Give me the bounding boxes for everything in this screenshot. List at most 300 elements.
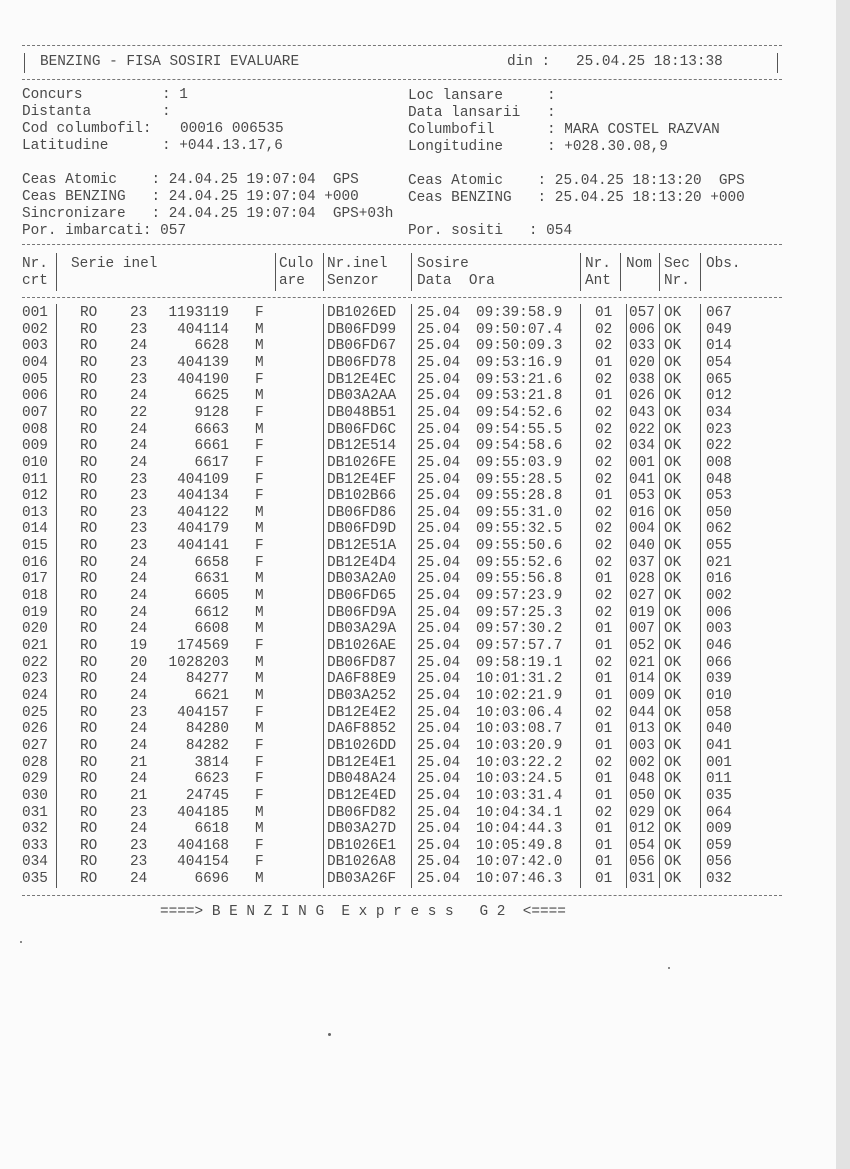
cell-senzor: DB1026A8 xyxy=(327,854,397,871)
cell-ora: 09:57:25.3 xyxy=(476,604,563,621)
cell-obs: 021 xyxy=(706,554,732,571)
cell-senzor: DB12E4E2 xyxy=(327,704,397,721)
cell-sex: M xyxy=(255,504,264,521)
cell-sex: F xyxy=(255,404,264,421)
cell-nom: 027 xyxy=(629,588,655,605)
cell-an: 24 xyxy=(130,438,148,455)
col-sec-line2: Nr. xyxy=(664,273,690,289)
cell-obs: 032 xyxy=(706,871,732,888)
table-row xyxy=(0,538,850,555)
col-sec-line1: Sec xyxy=(664,256,690,272)
cell-nr: 027 xyxy=(22,737,48,754)
cell-tara: RO xyxy=(80,338,98,355)
cell-nom: 001 xyxy=(629,454,655,471)
cell-sec: OK xyxy=(664,521,682,538)
cell-inel: 6661 xyxy=(194,438,229,455)
cell-sec: OK xyxy=(664,837,682,854)
distanta-label: Distanta xyxy=(22,104,92,120)
cell-nr: 032 xyxy=(22,821,48,838)
cell-nr: 021 xyxy=(22,638,48,654)
cell-tara: RO xyxy=(80,588,98,605)
cell-sex: F xyxy=(255,538,264,555)
cell-an: 21 xyxy=(130,754,148,771)
cell-nr: 009 xyxy=(22,438,48,455)
report-date-label: din : xyxy=(507,54,551,70)
cell-an: 23 xyxy=(130,854,148,871)
cell-data: 25.04 xyxy=(417,471,461,488)
cell-ant: 02 xyxy=(595,321,613,338)
col-nrinel-line1: Nr.inel xyxy=(327,256,388,272)
cell-inel: 174569 xyxy=(177,638,229,654)
cell-sec: OK xyxy=(664,687,682,704)
cell-sec: OK xyxy=(664,804,682,821)
cell-obs: 050 xyxy=(706,504,732,521)
cell-obs: 035 xyxy=(706,787,732,804)
cell-inel: 6663 xyxy=(194,421,229,438)
distanta-value: : xyxy=(162,104,171,120)
table-row xyxy=(0,555,850,572)
cell-data: 25.04 xyxy=(417,654,461,671)
table-row xyxy=(0,438,850,455)
cell-sec: OK xyxy=(664,871,682,888)
cell-ant: 01 xyxy=(595,621,613,638)
cell-an: 24 xyxy=(130,421,148,438)
cell-inel: 6605 xyxy=(194,588,229,605)
cell-sec: OK xyxy=(664,604,682,621)
cell-senzor: DB03A2AA xyxy=(327,388,397,405)
cell-inel: 6631 xyxy=(194,571,229,588)
table-row xyxy=(0,305,850,322)
cell-obs: 023 xyxy=(706,421,732,438)
cell-nr: 033 xyxy=(22,837,48,854)
cell-tara: RO xyxy=(80,854,98,871)
cell-obs: 006 xyxy=(706,604,732,621)
cell-ora: 09:54:58.6 xyxy=(476,438,563,455)
col-culoare-line2: are xyxy=(279,273,305,289)
cell-data: 25.04 xyxy=(417,371,461,388)
cell-sec: OK xyxy=(664,554,682,571)
cell-data: 25.04 xyxy=(417,804,461,821)
cell-ant: 01 xyxy=(595,854,613,871)
cell-nom: 031 xyxy=(629,871,655,888)
cell-ora: 09:55:28.8 xyxy=(476,488,563,505)
cell-nom: 044 xyxy=(629,704,655,721)
cell-ant: 01 xyxy=(595,687,613,704)
cell-ora: 10:05:49.8 xyxy=(476,837,563,854)
table-top-rule xyxy=(22,244,782,245)
cell-nom: 050 xyxy=(629,787,655,804)
cell-obs: 056 xyxy=(706,854,732,871)
cell-sec: OK xyxy=(664,404,682,421)
cell-nr: 011 xyxy=(22,471,48,488)
cell-obs: 011 xyxy=(706,771,732,788)
cell-senzor: DB06FD67 xyxy=(327,338,397,355)
table-row xyxy=(0,355,850,372)
cell-ora: 09:50:07.4 xyxy=(476,321,563,338)
cell-tara: RO xyxy=(80,538,98,555)
cell-senzor: DB12E51A xyxy=(327,538,397,555)
cell-sec: OK xyxy=(664,571,682,588)
cell-sec: OK xyxy=(664,371,682,388)
cell-ora: 09:53:16.9 xyxy=(476,354,563,371)
cell-nr: 008 xyxy=(22,421,48,438)
cell-ant: 01 xyxy=(595,388,613,405)
cell-tara: RO xyxy=(80,821,98,838)
cell-senzor: DB06FD99 xyxy=(327,321,397,338)
cell-senzor: DB12E514 xyxy=(327,438,397,455)
table-row xyxy=(0,755,850,772)
cell-ora: 09:55:32.5 xyxy=(476,521,563,538)
cell-data: 25.04 xyxy=(417,454,461,471)
latitudine-value: : +044.13.17,6 xyxy=(162,138,283,154)
cell-inel: 404154 xyxy=(177,854,229,871)
cell-sex: M xyxy=(255,604,264,621)
cell-an: 23 xyxy=(130,305,148,321)
cell-obs: 001 xyxy=(706,754,732,771)
cell-ora: 09:57:57.7 xyxy=(476,638,563,654)
cell-senzor: DB06FD86 xyxy=(327,504,397,521)
cell-data: 25.04 xyxy=(417,704,461,721)
cell-nom: 043 xyxy=(629,404,655,421)
cell-senzor: DB1026FE xyxy=(327,454,397,471)
cell-ant: 02 xyxy=(595,588,613,605)
cell-sex: F xyxy=(255,371,264,388)
cell-nr: 035 xyxy=(22,871,48,888)
col-nrinel-line2: Senzor xyxy=(327,273,379,289)
cell-inel: 6696 xyxy=(194,871,229,888)
cell-data: 25.04 xyxy=(417,521,461,538)
table-row xyxy=(0,472,850,489)
cell-data: 25.04 xyxy=(417,504,461,521)
cell-ora: 09:55:28.5 xyxy=(476,471,563,488)
cell-inel: 404185 xyxy=(177,804,229,821)
cell-tara: RO xyxy=(80,654,98,671)
cell-sex: F xyxy=(255,454,264,471)
cell-nom: 019 xyxy=(629,604,655,621)
cell-inel: 6623 xyxy=(194,771,229,788)
cell-nom: 038 xyxy=(629,371,655,388)
cell-inel: 84280 xyxy=(185,721,229,738)
table-row xyxy=(0,338,850,355)
cell-ant: 01 xyxy=(595,837,613,854)
cell-an: 24 xyxy=(130,604,148,621)
cell-nom: 007 xyxy=(629,621,655,638)
cell-obs: 048 xyxy=(706,471,732,488)
cell-ora: 09:55:50.6 xyxy=(476,538,563,555)
scan-speck xyxy=(328,1033,331,1036)
cell-tara: RO xyxy=(80,787,98,804)
cell-obs: 002 xyxy=(706,588,732,605)
cell-nom: 004 xyxy=(629,521,655,538)
cell-obs: 053 xyxy=(706,488,732,505)
cell-nr: 024 xyxy=(22,687,48,704)
cell-tara: RO xyxy=(80,404,98,421)
table-row xyxy=(0,372,850,389)
cell-an: 23 xyxy=(130,538,148,555)
col-sosire-line1: Sosire xyxy=(417,256,469,272)
cell-senzor: DB03A26F xyxy=(327,871,397,888)
cell-ora: 09:55:52.6 xyxy=(476,554,563,571)
cell-sex: M xyxy=(255,421,264,438)
cell-nr: 014 xyxy=(22,521,48,538)
cell-tara: RO xyxy=(80,471,98,488)
cell-sex: M xyxy=(255,621,264,638)
cell-nr: 015 xyxy=(22,538,48,555)
cell-nom: 014 xyxy=(629,671,655,688)
cell-sec: OK xyxy=(664,588,682,605)
cell-sex: F xyxy=(255,438,264,455)
cell-sec: OK xyxy=(664,504,682,521)
cell-sec: OK xyxy=(664,471,682,488)
cell-an: 20 xyxy=(130,654,148,671)
cell-nom: 028 xyxy=(629,571,655,588)
cell-data: 25.04 xyxy=(417,638,461,654)
cell-data: 25.04 xyxy=(417,538,461,555)
cell-ora: 09:55:03.9 xyxy=(476,454,563,471)
col-sosire-line2: Data Ora xyxy=(417,273,495,289)
cell-nr: 031 xyxy=(22,804,48,821)
cell-obs: 067 xyxy=(706,305,732,321)
table-row xyxy=(0,821,850,838)
cell-an: 19 xyxy=(130,638,148,654)
cell-inel: 6628 xyxy=(194,338,229,355)
cell-ant: 02 xyxy=(595,471,613,488)
cell-ora: 09:39:58.9 xyxy=(476,305,563,321)
cell-an: 23 xyxy=(130,504,148,521)
cell-inel: 404109 xyxy=(177,471,229,488)
table-row xyxy=(0,871,850,888)
hdr-sep-4 xyxy=(411,253,412,291)
cell-ora: 09:57:23.9 xyxy=(476,588,563,605)
cell-data: 25.04 xyxy=(417,588,461,605)
cell-ant: 02 xyxy=(595,538,613,555)
cell-ant: 02 xyxy=(595,338,613,355)
cell-tara: RO xyxy=(80,305,98,321)
table-row xyxy=(0,638,850,655)
cell-senzor: DB12E4D4 xyxy=(327,554,397,571)
cell-inel: 404190 xyxy=(177,371,229,388)
cell-sec: OK xyxy=(664,454,682,471)
cell-senzor: DB1026DD xyxy=(327,737,397,754)
cell-data: 25.04 xyxy=(417,621,461,638)
cell-nom: 012 xyxy=(629,821,655,838)
cell-data: 25.04 xyxy=(417,854,461,871)
cell-nom: 021 xyxy=(629,654,655,671)
cell-senzor: DA6F88E9 xyxy=(327,671,397,688)
cell-an: 24 xyxy=(130,737,148,754)
cell-nr: 019 xyxy=(22,604,48,621)
cell-nom: 002 xyxy=(629,754,655,771)
porumbei-imbarcati: Por. imbarcati: 057 xyxy=(22,223,187,239)
cell-sex: F xyxy=(255,638,264,654)
cell-inel: 404139 xyxy=(177,354,229,371)
col-serie-inel: Serie inel xyxy=(71,256,158,272)
header-top-rule xyxy=(22,45,782,46)
cell-sec: OK xyxy=(664,488,682,505)
cell-inel: 404168 xyxy=(177,837,229,854)
cell-sec: OK xyxy=(664,638,682,654)
table-row xyxy=(0,854,850,871)
cell-sex: M xyxy=(255,588,264,605)
concurs-value: : 1 xyxy=(162,87,188,103)
cell-an: 22 xyxy=(130,404,148,421)
cell-senzor: DB06FD78 xyxy=(327,354,397,371)
cell-sex: M xyxy=(255,871,264,888)
cell-nom: 026 xyxy=(629,388,655,405)
cell-data: 25.04 xyxy=(417,404,461,421)
cell-ora: 10:04:34.1 xyxy=(476,804,563,821)
cell-tara: RO xyxy=(80,504,98,521)
cell-tara: RO xyxy=(80,771,98,788)
cell-sex: M xyxy=(255,654,264,671)
cell-senzor: DA6F8852 xyxy=(327,721,397,738)
cell-sex: M xyxy=(255,321,264,338)
cell-sec: OK xyxy=(664,771,682,788)
cell-nom: 054 xyxy=(629,837,655,854)
ceas-atomic-start: Ceas Atomic : 24.04.25 19:07:04 GPS xyxy=(22,172,359,188)
cell-nom: 041 xyxy=(629,471,655,488)
cell-an: 24 xyxy=(130,454,148,471)
header-left-bar xyxy=(24,53,25,73)
cell-ant: 02 xyxy=(595,604,613,621)
cell-sex: M xyxy=(255,521,264,538)
cell-nr: 017 xyxy=(22,571,48,588)
cell-tara: RO xyxy=(80,421,98,438)
cell-inel: 6608 xyxy=(194,621,229,638)
cell-nom: 048 xyxy=(629,771,655,788)
cell-ant: 01 xyxy=(595,305,613,321)
cell-obs: 062 xyxy=(706,521,732,538)
cell-tara: RO xyxy=(80,521,98,538)
cod-value: 00016 006535 xyxy=(180,121,284,137)
cell-inel: 84282 xyxy=(185,737,229,754)
cell-inel: 404114 xyxy=(177,321,229,338)
hdr-sep-8 xyxy=(700,253,701,291)
cell-obs: 058 xyxy=(706,704,732,721)
cell-an: 24 xyxy=(130,338,148,355)
cell-ant: 02 xyxy=(595,754,613,771)
cell-senzor: DB102B66 xyxy=(327,488,397,505)
cell-tara: RO xyxy=(80,571,98,588)
cell-senzor: DB06FD9A xyxy=(327,604,397,621)
cell-an: 24 xyxy=(130,588,148,605)
report-title: BENZING - FISA SOSIRI EVALUARE xyxy=(40,54,300,70)
cell-obs: 016 xyxy=(706,571,732,588)
cell-an: 24 xyxy=(130,671,148,688)
cell-nr: 003 xyxy=(22,338,48,355)
cell-nr: 010 xyxy=(22,454,48,471)
table-row xyxy=(0,588,850,605)
columbofil-value: : MARA COSTEL RAZVAN xyxy=(547,122,720,138)
ceas-benzing-start: Ceas BENZING : 24.04.25 19:07:04 +000 xyxy=(22,189,359,205)
cell-nr: 030 xyxy=(22,787,48,804)
cell-sex: F xyxy=(255,704,264,721)
cell-an: 23 xyxy=(130,704,148,721)
cell-senzor: DB06FD9D xyxy=(327,521,397,538)
col-nr-line2: crt xyxy=(22,273,48,289)
cell-senzor: DB12E4EC xyxy=(327,371,397,388)
cell-inel: 3814 xyxy=(194,754,229,771)
cell-nr: 026 xyxy=(22,721,48,738)
cell-sec: OK xyxy=(664,438,682,455)
cell-data: 25.04 xyxy=(417,338,461,355)
cell-sec: OK xyxy=(664,854,682,871)
cell-nom: 020 xyxy=(629,354,655,371)
cell-tara: RO xyxy=(80,354,98,371)
cell-nom: 022 xyxy=(629,421,655,438)
cell-ant: 02 xyxy=(595,654,613,671)
cell-nr: 016 xyxy=(22,554,48,571)
cell-sex: M xyxy=(255,721,264,738)
cell-ora: 10:03:24.5 xyxy=(476,771,563,788)
cell-nr: 022 xyxy=(22,654,48,671)
cell-nom: 053 xyxy=(629,488,655,505)
hdr-sep-5 xyxy=(580,253,581,291)
col-culoare-line1: Culo xyxy=(279,256,314,272)
cell-obs: 054 xyxy=(706,354,732,371)
cell-nr: 012 xyxy=(22,488,48,505)
cell-data: 25.04 xyxy=(417,737,461,754)
cell-senzor: DB03A29A xyxy=(327,621,397,638)
cell-sex: F xyxy=(255,554,264,571)
cell-sec: OK xyxy=(664,737,682,754)
cell-senzor: DB12E4E1 xyxy=(327,754,397,771)
cell-data: 25.04 xyxy=(417,321,461,338)
col-nrant-line2: Ant xyxy=(585,273,611,289)
table-row xyxy=(0,788,850,805)
cell-sex: M xyxy=(255,354,264,371)
cell-ora: 09:55:56.8 xyxy=(476,571,563,588)
table-row xyxy=(0,521,850,538)
cell-sec: OK xyxy=(664,354,682,371)
cell-an: 24 xyxy=(130,871,148,888)
cell-sec: OK xyxy=(664,621,682,638)
cell-tara: RO xyxy=(80,371,98,388)
cell-ant: 02 xyxy=(595,438,613,455)
cell-tara: RO xyxy=(80,554,98,571)
cell-ant: 02 xyxy=(595,554,613,571)
cell-ora: 09:55:31.0 xyxy=(476,504,563,521)
cell-ant: 02 xyxy=(595,404,613,421)
ceas-benzing-end: Ceas BENZING : 25.04.25 18:13:20 +000 xyxy=(408,190,745,206)
cell-data: 25.04 xyxy=(417,354,461,371)
cell-ora: 09:50:09.3 xyxy=(476,338,563,355)
cell-tara: RO xyxy=(80,321,98,338)
cell-ora: 10:03:31.4 xyxy=(476,787,563,804)
cell-an: 24 xyxy=(130,571,148,588)
cell-nom: 056 xyxy=(629,854,655,871)
cell-data: 25.04 xyxy=(417,571,461,588)
cell-data: 25.04 xyxy=(417,871,461,888)
col-nom: Nom xyxy=(626,256,652,272)
cell-an: 24 xyxy=(130,621,148,638)
cell-an: 23 xyxy=(130,837,148,854)
cell-nr: 005 xyxy=(22,371,48,388)
cell-obs: 055 xyxy=(706,538,732,555)
table-row xyxy=(0,605,850,622)
cell-obs: 009 xyxy=(706,821,732,838)
columbofil-label: Columbofil xyxy=(408,122,495,138)
cell-nom: 029 xyxy=(629,804,655,821)
cell-nr: 004 xyxy=(22,354,48,371)
cell-nom: 057 xyxy=(629,305,655,321)
cell-nr: 006 xyxy=(22,388,48,405)
cell-nom: 013 xyxy=(629,721,655,738)
cell-nom: 033 xyxy=(629,338,655,355)
cell-tara: RO xyxy=(80,671,98,688)
cell-sec: OK xyxy=(664,721,682,738)
cell-senzor: DB03A27D xyxy=(327,821,397,838)
